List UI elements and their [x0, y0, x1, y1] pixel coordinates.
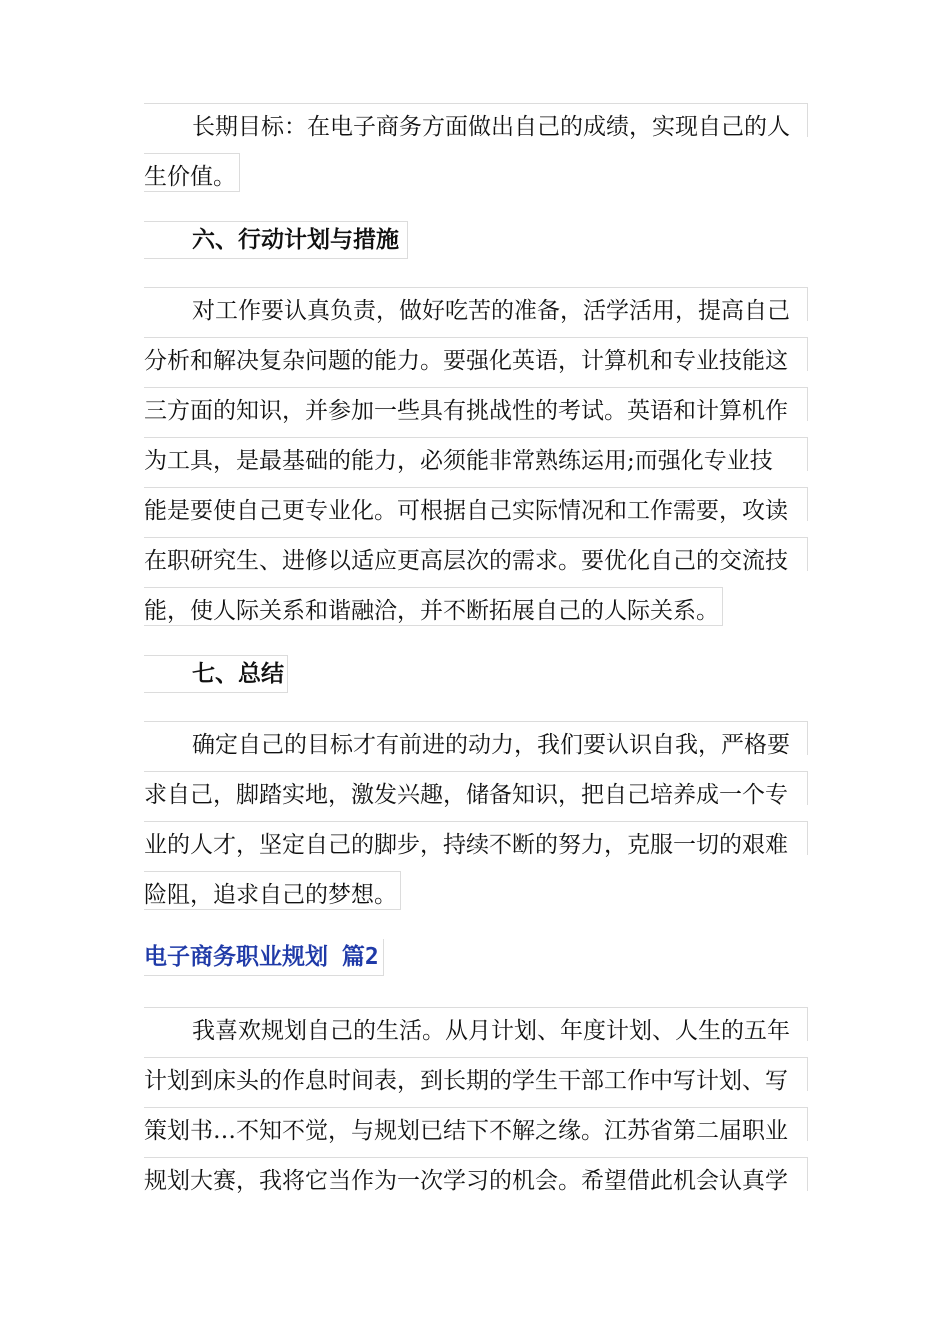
- text-line: 计划到床头的作息时间表，到长期的学生干部工作中写计划、写: [144, 1057, 808, 1107]
- paragraph-part-2-intro: [144, 1007, 808, 1207]
- text-line: 险阻，追求自己的梦想。: [144, 871, 401, 921]
- text-line: 为工具，是最基础的能力，必须能非常熟练运用;而强化专业技: [144, 437, 808, 487]
- section-heading-summary: 七、总结: [144, 655, 288, 693]
- text-line: 对工作要认真负责，做好吃苦的准备，活学活用，提高自己: [144, 287, 808, 337]
- text-line: 分析和解决复杂问题的能力。要强化英语，计算机和专业技能这: [144, 337, 808, 387]
- section-heading-action-plan: 六、行动计划与措施: [144, 221, 408, 259]
- text-line: 生价值。: [144, 153, 240, 203]
- text-line: 我喜欢规划自己的生活。从月计划、年度计划、人生的五年: [144, 1007, 808, 1057]
- text-line: 策划书…不知不觉，与规划已结下不解之缘。江苏省第二届职业: [144, 1107, 808, 1157]
- text-line: 三方面的知识，并参加一些具有挑战性的考试。英语和计算机作: [144, 387, 808, 437]
- paragraph-summary: [144, 721, 808, 926]
- text-line: 规划大赛，我将它当作为一次学习的机会。希望借此机会认真学: [144, 1157, 808, 1207]
- text-line: 能，使人际关系和谐融洽，并不断拓展自己的人际关系。: [144, 587, 723, 637]
- text-line: 确定自己的目标才有前进的动力，我们要认识自我，严格要: [144, 721, 808, 771]
- text-line: 能是要使自己更专业化。可根据自己实际情况和工作需要，攻读: [144, 487, 808, 537]
- text-line: 求自己，脚踏实地，激发兴趣，储备知识，把自己培养成一个专: [144, 771, 808, 821]
- article-title-part-2: 电子商务职业规划 篇2: [144, 939, 384, 976]
- paragraph-long-term-goal: [144, 103, 808, 208]
- paragraph-action-plan: [144, 287, 808, 642]
- text-line: 在职研究生、进修以适应更高层次的需求。要优化自己的交流技: [144, 537, 808, 587]
- text-line: 长期目标：在电子商务方面做出自己的成绩，实现自己的人: [144, 103, 808, 153]
- text-line: 业的人才，坚定自己的脚步，持续不断的努力，克服一切的艰难: [144, 821, 808, 871]
